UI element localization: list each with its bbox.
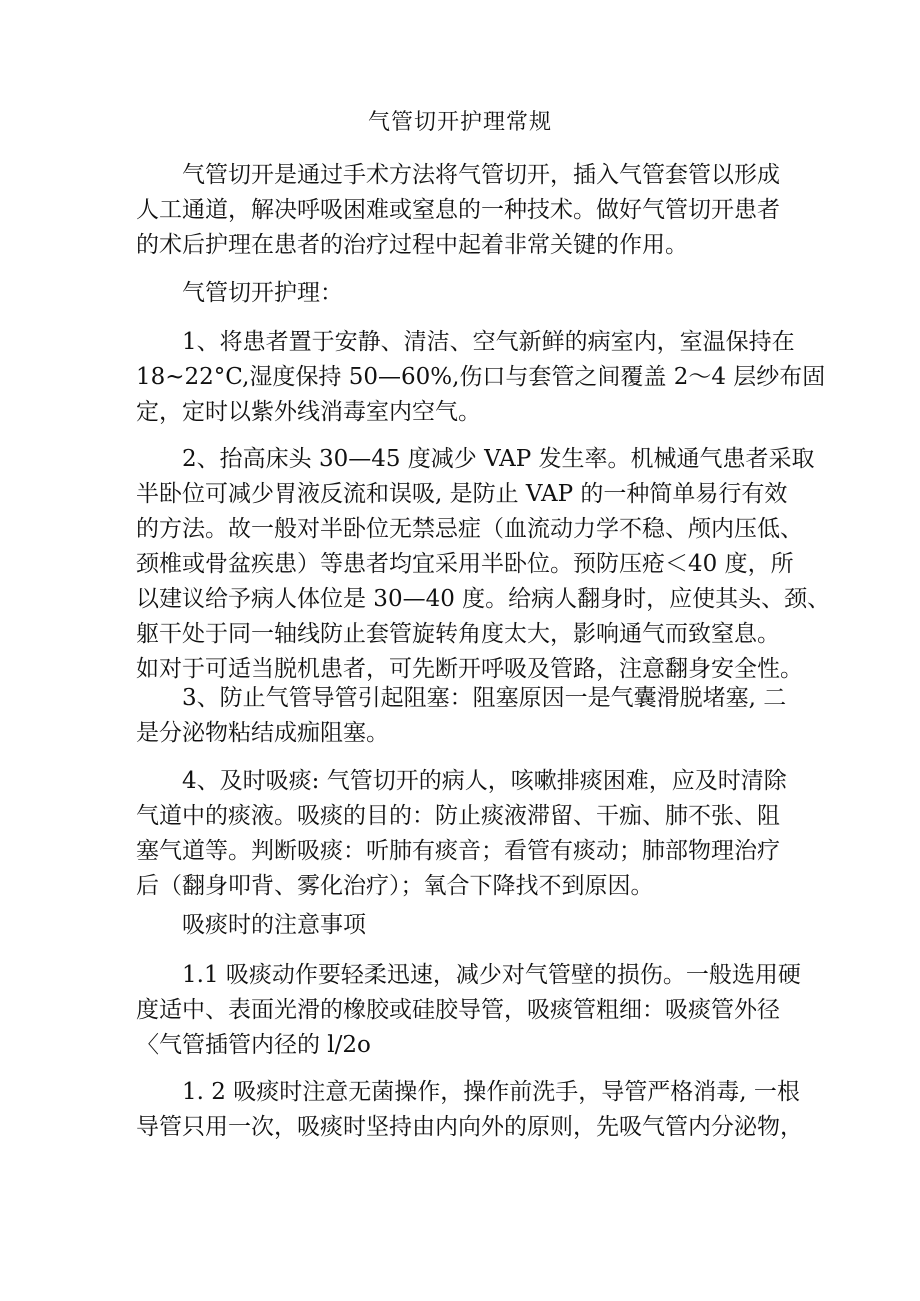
paragraph-line: 躯干处于同一轴线防止套管旋转角度太大，影响通气而致窒息。 bbox=[136, 621, 780, 647]
paragraph-line: 的术后护理在患者的治疗过程中起着非常关键的作用。 bbox=[136, 232, 688, 258]
paragraph-line: 1. 2 吸痰时注意无菌操作，操作前洗手，导管严格消毒, 一根 bbox=[182, 1079, 800, 1105]
paragraph-line: 塞气道等。判断吸痰：听肺有痰音；看管有痰动；肺部物理治疗 bbox=[136, 838, 780, 864]
paragraph-line: 颈椎或骨盆疾患）等患者均宜采用半卧位。预防压疮＜40 度，所 bbox=[136, 551, 794, 577]
paragraph-line: 以建议给予病人体位是 30—40 度。给病人翻身时，应使其头、颈、 bbox=[136, 586, 831, 612]
paragraph-line: 后（翻身叩背、雾化治疗）；氧合下降找不到原因。 bbox=[136, 873, 654, 899]
paragraph-item-4 bbox=[136, 764, 790, 904]
paragraph-line: 如对于可适当脱机患者，可先断开呼吸及管路，注意翻身安全性。 bbox=[136, 656, 803, 682]
paragraph-line: 气道中的痰液。吸痰的目的：防止痰液滞留、干痂、肺不张、阻 bbox=[136, 803, 780, 829]
paragraph-item-1 bbox=[136, 325, 826, 430]
paragraph-item-2 bbox=[136, 442, 831, 687]
paragraph-line: 定，定时以紫外线消毒室内空气。 bbox=[136, 399, 481, 425]
paragraph-line: 度适中、表面光滑的橡胶或硅胶导管，吸痰管粗细：吸痰管外径 bbox=[136, 997, 780, 1023]
paragraph-item-1-2 bbox=[136, 1075, 803, 1145]
paragraph-line: 3、防止气管导管引起阻塞：阻塞原因一是气囊滑脱堵塞, 二 bbox=[182, 685, 787, 711]
paragraph-line: 吸痰时的注意事项 bbox=[182, 912, 366, 938]
document-title: 气管切开护理常规 bbox=[367, 110, 552, 135]
paragraph-line: 半卧位可减少胃液反流和误吸, 是防止 VAP 的一种简单易行有效 bbox=[136, 481, 788, 507]
paragraph-line: 气管切开护理： bbox=[182, 280, 343, 306]
paragraph-line: 是分泌物粘结成痂阻塞。 bbox=[136, 720, 389, 746]
paragraph-item-3 bbox=[136, 681, 790, 751]
section-heading-suction bbox=[136, 908, 790, 943]
paragraph-line: 4、及时吸痰: 气管切开的病人，咳嗽排痰困难，应及时清除 bbox=[182, 768, 787, 794]
section-heading-care bbox=[136, 276, 790, 311]
paragraph-item-1-1 bbox=[136, 958, 801, 1063]
paragraph-line: 2、抬高床头 30—45 度减少 VAP 发生率。机械通气患者采取 bbox=[182, 446, 815, 472]
paragraph-line: 1.1 吸痰动作要轻柔迅速，减少对气管壁的损伤。一般选用硬 bbox=[182, 962, 801, 988]
paragraph-intro bbox=[136, 158, 790, 263]
paragraph-line: 〈气管插管内径的 l/2o bbox=[136, 1032, 371, 1058]
paragraph-line: 18~22°C,湿度保持 50—60%,伤口与套管之间覆盖 2～4 层纱布固 bbox=[136, 364, 826, 390]
paragraph-line: 人工通道，解决呼吸困难或窒息的一种技术。做好气管切开患者 bbox=[136, 197, 780, 223]
paragraph-line: 1、将患者置于安静、清洁、空气新鲜的病室内，室温保持在 bbox=[182, 329, 795, 355]
paragraph-line: 气管切开是通过手术方法将气管切开，插入气管套管以形成 bbox=[182, 162, 780, 188]
paragraph-line: 导管只用一次，吸痰时坚持由内向外的原则，先吸气管内分泌物， bbox=[136, 1114, 803, 1140]
paragraph-line: 的方法。故一般对半卧位无禁忌症（血流动力学不稳、颅内压低、 bbox=[136, 516, 803, 542]
